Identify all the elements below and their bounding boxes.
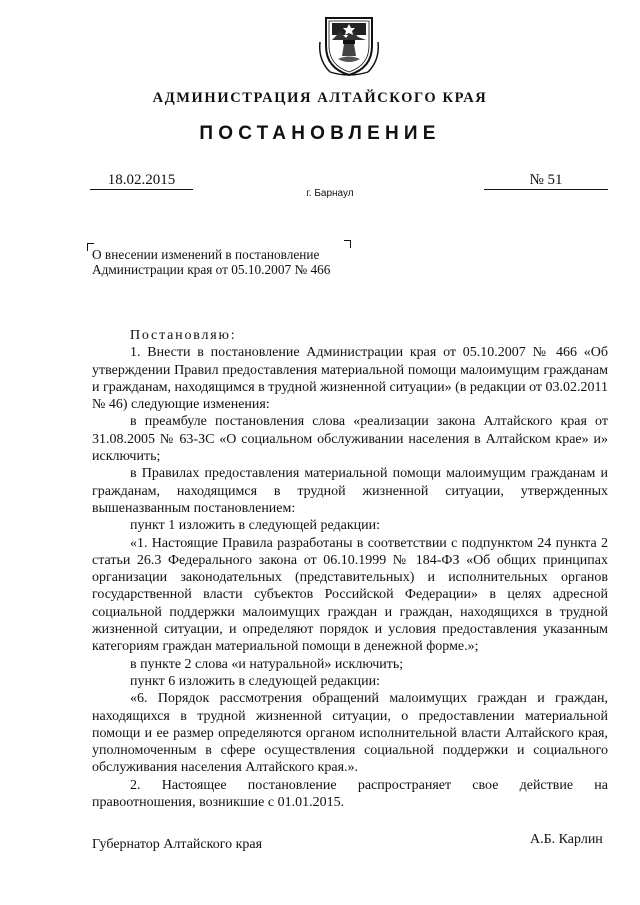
signatory-position: Губернатор Алтайского края — [92, 837, 263, 852]
issue-city: г. Барнаул — [306, 188, 354, 199]
body-paragraph: 1. Внести в постановление Администрации края от 05.10.2007 № 466 «Об утверждении Правил предоставления материальной помощи малоимущим гражданам и гражданам, находящимся в трудной жизненной ситуации» (в редакции от 03.02.2011 № 46) следующие изменения: — [92, 345, 608, 413]
body-paragraph: «1. Настоящие Правила разработаны в соответствии с подпунктом 24 пункта 2 статьи 26.3 Федерального закона от 06.10.1999 № 184-ФЗ «Об общих принципах организации законодательных (представительных) и исполнительных органов государственной власти субъектов Российской Федерации» в целях адресной социальной поддержки малоимущих граждан и граждан, находящихся в трудной жизненной ситуации, и определяют порядок и условия предоставления указанным категориям граждан материальной помощи в денежной форме.»; — [92, 535, 608, 655]
document-subject — [92, 247, 330, 277]
document-date: 18.02.2015 — [90, 172, 193, 190]
body-paragraph: 2. Настоящее постановление распространяет свое действие на правоотношения, возникшие с 01.01.2015. — [92, 777, 608, 811]
subject-corner-right-mark — [344, 240, 351, 248]
document-body — [92, 327, 608, 811]
subject-line: Администрации края от 05.10.2007 № 466 — [92, 262, 331, 277]
body-paragraph: в Правилах предоставления материальной помощи малоимущим гражданам и гражданам, находящимся в трудной жизненной ситуации, утвержденных вышеназванным постановлением: — [92, 466, 608, 516]
document-type-heading: ПОСТАНОВЛЕНИЕ — [199, 123, 441, 144]
decree-word: Постановляю: — [130, 328, 237, 343]
document-number: № 51 — [484, 172, 608, 190]
organization-title: АДМИНИСТРАЦИЯ АЛТАЙСКОГО КРАЯ — [152, 90, 488, 106]
body-paragraph: «6. Порядок рассмотрения обращений малоимущих граждан и граждан, находящихся в трудной жизненной ситуации, о предоставлении материальной помощи и ее размер определяются органом исполнительной власти Алтайского края, уполномоченным в сфере осуществления социальной поддержки и социального обслуживания населения Алтайского края.». — [92, 691, 608, 776]
body-paragraph: в пункте 2 слова «и натуральной» исключить; — [130, 656, 404, 672]
subject-line: О внесении изменений в постановление — [92, 247, 320, 262]
body-paragraph: пункт 1 изложить в следующей редакции: — [130, 518, 380, 534]
signatory-name: А.Б. Карлин — [530, 832, 603, 847]
coat-of-arms-icon — [318, 12, 380, 78]
body-paragraph: в преамбуле постановления слова «реализации закона Алтайского края от 31.08.2005 № 63-ЗС «О социальном обслуживании населения в Алтайском крае» и» исключить; — [92, 414, 608, 465]
body-paragraph: пункт 6 изложить в следующей редакции: — [130, 673, 380, 689]
